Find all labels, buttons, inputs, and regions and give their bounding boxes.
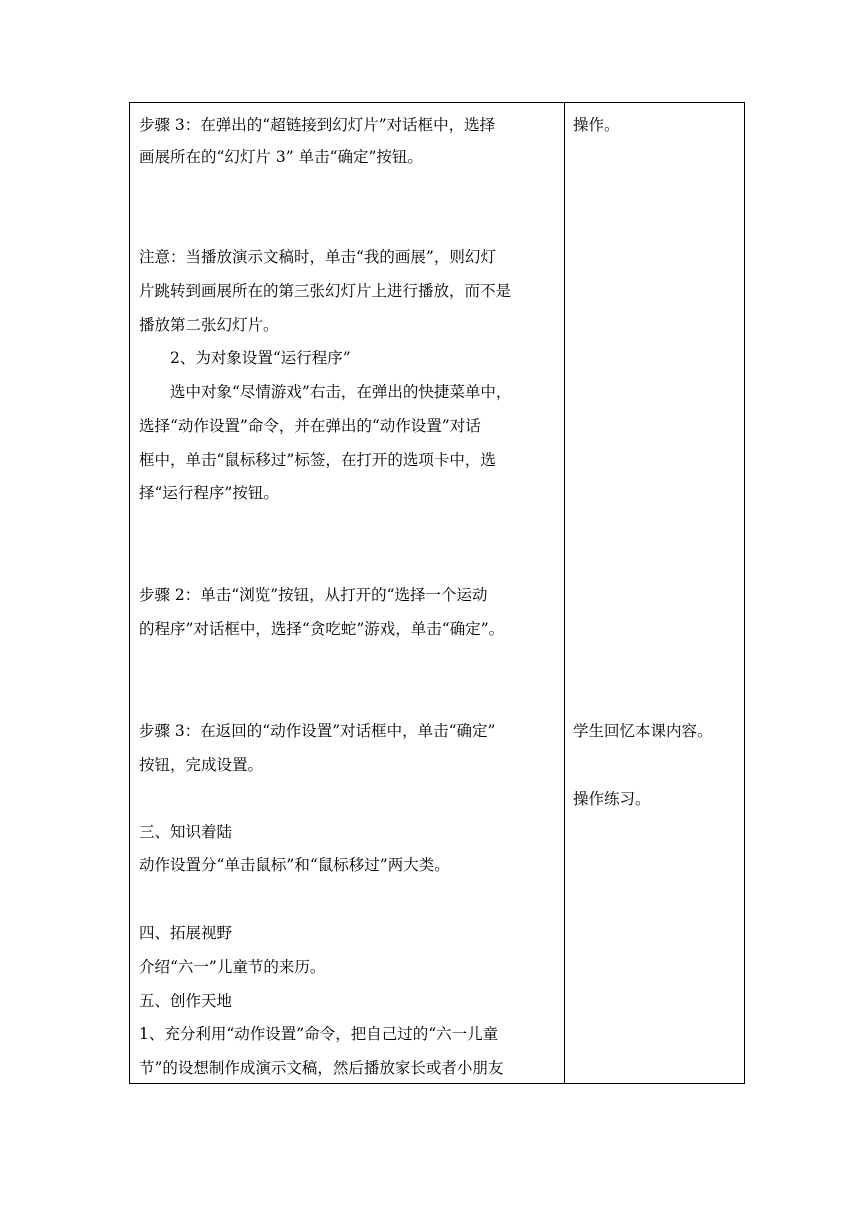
content-line: 步骤 3：在返回的“动作设置”对话框中，单击“确定”: [139, 722, 496, 740]
activity-line: 学生回忆本课内容。: [573, 722, 713, 740]
content-line: 片跳转到画展所在的第三张幻灯片上进行播放，而不是: [139, 282, 512, 300]
lesson-table: [129, 102, 745, 1084]
content-line: 1、充分利用“动作设置”命令，把自己过的“六一儿童: [139, 1025, 499, 1043]
content-line: 节”的设想制作成演示文稿，然后播放家长或者小朋友: [139, 1059, 504, 1077]
content-line: 画展所在的“幻灯片 3” 单击“确定”按钮。: [139, 148, 423, 166]
content-line: 步骤 3：在弹出的“超链接到幻灯片”对话框中，选择: [139, 116, 496, 134]
content-line: 步骤 2：单击“浏览”按钮，从打开的“选择一个运动: [139, 586, 488, 604]
content-line: 播放第二张幻灯片。: [139, 316, 279, 334]
content-line: 选择“动作设置”命令，并在弹出的“动作设置”对话: [139, 417, 481, 435]
content-line: 择“运行程序”按钮。: [139, 484, 279, 502]
content-line: 注意：当播放演示文稿时，单击“我的画展”，则幻灯: [139, 248, 496, 266]
column-divider: [564, 103, 565, 1083]
activity-line: 操作练习。: [573, 790, 651, 808]
content-line: 2、为对象设置“运行程序”: [170, 349, 351, 367]
content-line: 动作设置分“单击鼠标”和“鼠标移过”两大类。: [139, 856, 450, 874]
content-line: 四、拓展视野: [139, 924, 233, 942]
content-line: 的程序”对话框中，选择“贪吃蛇”游戏，单击“确定”。: [139, 620, 505, 638]
content-line: 介绍“六一”儿童节的来历。: [139, 958, 326, 976]
content-line: 选中对象“尽情游戏”右击，在弹出的快捷菜单中，: [170, 383, 512, 401]
content-line: 五、创作天地: [139, 992, 233, 1010]
content-line: 框中，单击“鼠标移过”标签，在打开的选项卡中，选: [139, 451, 496, 469]
content-line: 三、知识着陆: [139, 823, 233, 841]
content-line: 按钮，完成设置。: [139, 756, 264, 774]
activity-line: 操作。: [573, 116, 620, 134]
